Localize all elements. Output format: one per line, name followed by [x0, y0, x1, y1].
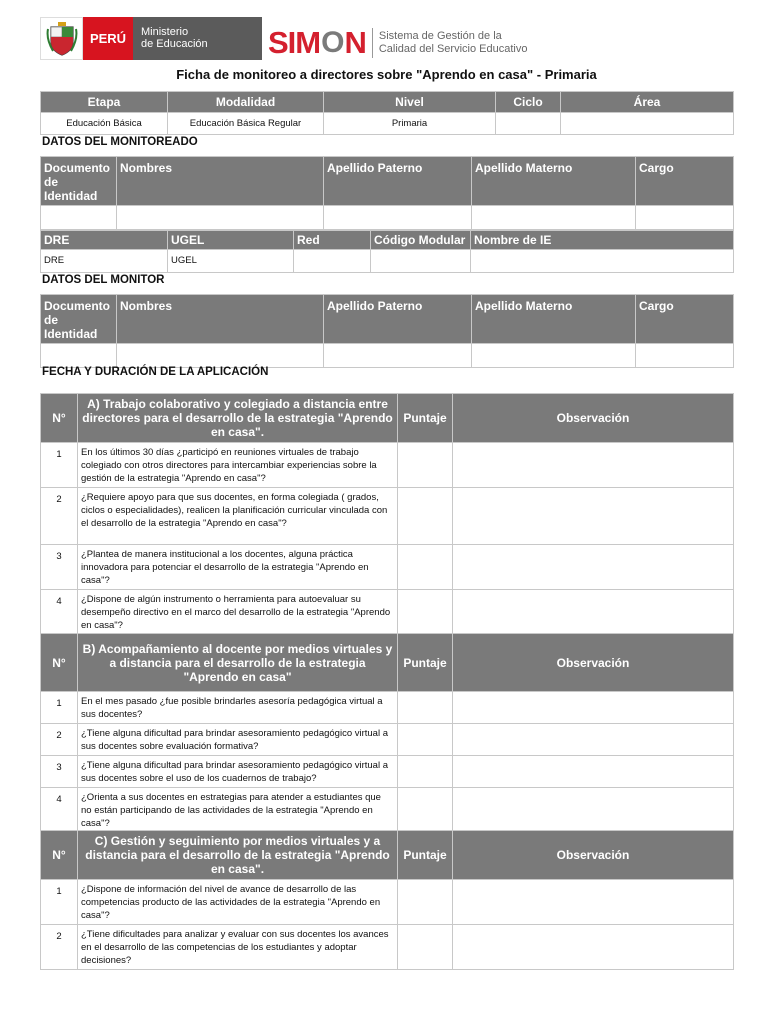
question-text: ¿Dispone de algún instrumento o herramienta para autoevaluar su desempeño directivo en el marco del desarrollo de la estrategia "Aprendo en casa"?: [78, 590, 398, 635]
coat-of-arms-icon: [40, 17, 83, 60]
codigo-modular-cell[interactable]: [371, 250, 471, 273]
fecha-label: FECHA Y DURACIÓN DE LA APLICACIÓN: [42, 366, 269, 378]
observacion-cell[interactable]: [453, 788, 734, 833]
item-number: 4: [41, 788, 78, 833]
table-row: [41, 880, 734, 925]
area-value[interactable]: [561, 113, 734, 135]
ciclo-header: Ciclo: [496, 92, 561, 113]
ministerio-label: [133, 17, 262, 60]
dre-cell[interactable]: DRE: [41, 250, 168, 273]
monitor-paterno-header: Apellido Paterno: [324, 295, 472, 344]
item-number: 1: [41, 443, 78, 488]
monitor-doc-cell[interactable]: [41, 344, 117, 368]
simon-sub-line2: Calidad del Servicio Educativo: [378, 43, 528, 55]
observacion-cell[interactable]: [453, 756, 734, 788]
observacion-cell[interactable]: [453, 545, 734, 590]
item-number: 1: [41, 880, 78, 925]
section-b-title: B) Acompañamiento al docente por medios virtuales y a distancia para el desarrollo de la estrategia "Aprendo en casa": [78, 634, 398, 692]
modalidad-value[interactable]: Educación Básica Regular: [168, 113, 324, 135]
item-number: 2: [41, 925, 78, 970]
section-b-num-header: N°: [41, 634, 78, 692]
section-a-num-header: N°: [41, 394, 78, 443]
section-b-puntaje-header: Puntaje: [398, 634, 453, 692]
monitoreado-doc-cell[interactable]: [41, 206, 117, 230]
simon-word-o: O: [321, 26, 344, 59]
monitoreado-label: DATOS DEL MONITOREADO: [42, 136, 198, 148]
puntaje-cell[interactable]: [398, 724, 453, 756]
simon-subtitle: [379, 30, 528, 56]
peru-label: PERÚ: [83, 17, 133, 60]
ciclo-value[interactable]: [496, 113, 561, 135]
monitoreado-materno-header: Apellido Materno: [472, 157, 636, 206]
item-number: 3: [41, 756, 78, 788]
simon-word-b: N: [344, 25, 366, 60]
section-b-observacion-header: Observación: [453, 634, 734, 692]
nombre-ie-cell[interactable]: [471, 250, 734, 273]
table-row: [41, 724, 734, 756]
observacion-cell[interactable]: [453, 488, 734, 545]
table-row: [41, 488, 734, 545]
nivel-header: Nivel: [324, 92, 496, 113]
monitoreado-nombres-cell[interactable]: [117, 206, 324, 230]
table-row: [41, 545, 734, 590]
monitoreado-nombres-header: Nombres: [117, 157, 324, 206]
monitor-materno-header: Apellido Materno: [472, 295, 636, 344]
table-row: [41, 443, 734, 488]
item-number: 3: [41, 545, 78, 590]
ugel-cell[interactable]: UGEL: [168, 250, 294, 273]
table-row: [41, 590, 734, 635]
ministerio-line2: de Educación: [141, 38, 208, 50]
nivel-value[interactable]: Primaria: [324, 113, 496, 135]
monitoreado-cargo-cell[interactable]: [636, 206, 734, 230]
observacion-cell[interactable]: [453, 443, 734, 488]
question-text: ¿Requiere apoyo para que sus docentes, en forma colegiada ( grados, ciclos o especialidades), realicen la planificación curricular vinculada con el desarrollo de la estrategia "Aprendo en casa"?: [78, 488, 398, 545]
monitoreado-doc-header: Documento de Identidad: [41, 157, 117, 206]
item-number: 2: [41, 488, 78, 545]
section-c-num-header: N°: [41, 831, 78, 880]
ugel-header: UGEL: [168, 231, 294, 250]
observacion-cell[interactable]: [453, 692, 734, 724]
table-row: [41, 788, 734, 833]
monitor-nombres-cell[interactable]: [117, 344, 324, 368]
puntaje-cell[interactable]: [398, 756, 453, 788]
monitoreado-cargo-header: Cargo: [636, 157, 734, 206]
monitor-paterno-cell[interactable]: [324, 344, 472, 368]
simon-wordmark: [268, 25, 366, 61]
question-text: ¿Tiene alguna dificultad para brindar asesoramiento pedagógico virtual a sus docentes sobre el uso de los cuadernos de trabajo?: [78, 756, 398, 788]
etapa-value[interactable]: Educación Básica: [41, 113, 168, 135]
monitor-label: DATOS DEL MONITOR: [42, 274, 165, 286]
section-c-table: [40, 830, 734, 970]
question-text: ¿Dispone de información del nivel de avance de desarrollo de las competencias producto de las actividades de la estrategia "Aprendo en casa"?: [78, 880, 398, 925]
monitoreado-paterno-header: Apellido Paterno: [324, 157, 472, 206]
ie-table: [40, 230, 734, 273]
monitor-cargo-cell[interactable]: [636, 344, 734, 368]
monitor-nombres-header: Nombres: [117, 295, 324, 344]
observacion-cell[interactable]: [453, 724, 734, 756]
puntaje-cell[interactable]: [398, 925, 453, 970]
table-row: [41, 756, 734, 788]
puntaje-cell[interactable]: [398, 545, 453, 590]
item-number: 2: [41, 724, 78, 756]
monitor-table: [40, 294, 734, 368]
simon-logo: [268, 24, 538, 62]
document-title: Ficha de monitoreo a directores sobre "Aprendo en casa" - Primaria: [176, 67, 597, 82]
section-c-puntaje-header: Puntaje: [398, 831, 453, 880]
section-c-title: C) Gestión y seguimiento por medios virtuales y a distancia para el desarrollo de la estrategia "Aprendo en casa".: [78, 831, 398, 880]
section-a-table: [40, 393, 734, 635]
section-a-puntaje-header: Puntaje: [398, 394, 453, 443]
red-header: Red: [294, 231, 371, 250]
nombre-ie-header: Nombre de IE: [471, 231, 734, 250]
section-a-observacion-header: Observación: [453, 394, 734, 443]
puntaje-cell[interactable]: [398, 590, 453, 635]
section-c-observacion-header: Observación: [453, 831, 734, 880]
modalidad-header: Modalidad: [168, 92, 324, 113]
puntaje-cell[interactable]: [398, 788, 453, 833]
puntaje-cell[interactable]: [398, 880, 453, 925]
section-a-title: A) Trabajo colaborativo y colegiado a distancia entre directores para el desarrollo de la estrategia "Aprendo en casa".: [78, 394, 398, 443]
puntaje-cell[interactable]: [398, 443, 453, 488]
monitor-cargo-header: Cargo: [636, 295, 734, 344]
puntaje-cell[interactable]: [398, 692, 453, 724]
etapa-header: Etapa: [41, 92, 168, 113]
area-header: Área: [561, 92, 734, 113]
observacion-cell[interactable]: [453, 590, 734, 635]
simon-word-a: SIM: [268, 25, 321, 60]
simon-divider: [372, 28, 373, 58]
monitor-materno-cell[interactable]: [472, 344, 636, 368]
red-cell[interactable]: [294, 250, 371, 273]
question-text: ¿Tiene dificultades para analizar y evaluar con sus docentes los avances en el desarrollo de las competencias de los estudiantes y adoptar decisiones?: [78, 925, 398, 970]
observacion-cell[interactable]: [453, 925, 734, 970]
table-row: [41, 692, 734, 724]
question-text: ¿Plantea de manera institucional a los docentes, alguna práctica innovadora para potenciar el desarrollo de la estrategia "Aprendo en casa"?: [78, 545, 398, 590]
minedu-logo: [40, 17, 262, 60]
question-text: ¿Tiene alguna dificultad para brindar asesoramiento pedagógico virtual a sus docentes sobre evaluación formativa?: [78, 724, 398, 756]
ministerio-line1: Ministerio: [141, 26, 189, 38]
table-row: [41, 925, 734, 970]
monitoreado-table: [40, 156, 734, 230]
observacion-cell[interactable]: [453, 880, 734, 925]
question-text: En los últimos 30 días ¿participó en reuniones virtuales de trabajo colegiado con otros directores para intercambiar experiencias sobre la gestión de la estrategia "Aprendo en casa"?: [78, 443, 398, 488]
monitoreado-paterno-cell[interactable]: [324, 206, 472, 230]
simon-sub-line1: Sistema de Gestión de la: [378, 30, 502, 42]
monitoreado-materno-cell[interactable]: [472, 206, 636, 230]
question-text: ¿Orienta a sus docentes en estrategias para atender a estudiantes que no están participando de las actividades de la estrategia "Aprendo en casa"?: [78, 788, 398, 833]
item-number: 1: [41, 692, 78, 724]
codigo-modular-header: Código Modular: [371, 231, 471, 250]
item-number: 4: [41, 590, 78, 635]
puntaje-cell[interactable]: [398, 488, 453, 545]
section-b-table: [40, 633, 734, 833]
dre-header: DRE: [41, 231, 168, 250]
monitor-doc-header: Documento de Identidad: [41, 295, 117, 344]
etapa-table: [40, 91, 734, 135]
question-text: En el mes pasado ¿fue posible brindarles asesoría pedagógica virtual a sus docentes?: [78, 692, 398, 724]
